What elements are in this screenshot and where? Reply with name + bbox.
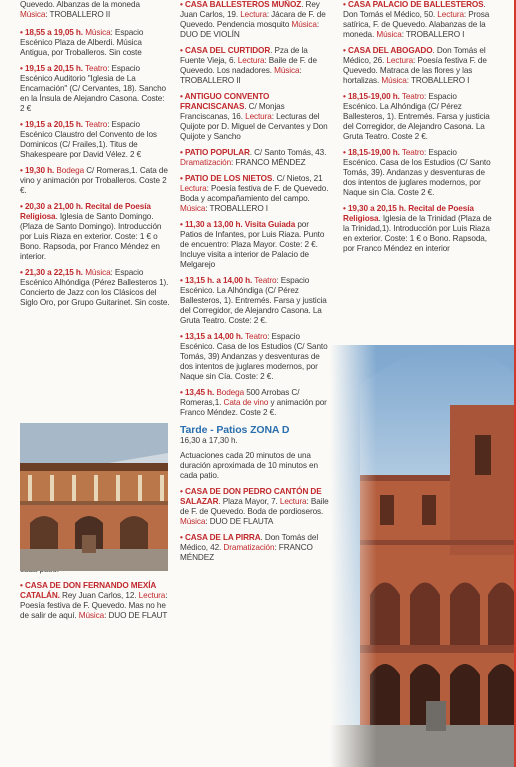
entry-text: : TROBALLERO II: [45, 10, 111, 19]
list-item: [343, 0, 493, 40]
entry-label: Teatro: [401, 148, 424, 157]
entry-text: : Espacio Escénico. Casa de los Estudios (C/ Santo Tomás, 39) Andanzas y desventuras de dos intentos de juglares modernos, por Naque sin Cía. Coste: 2 €.: [180, 332, 328, 381]
entry-text: . Don Tomás el Médico, 26.: [343, 46, 486, 65]
entry-text: : TROBALLERO II: [180, 66, 302, 85]
entry-label: Música: [180, 204, 206, 213]
bullet-icon: •: [180, 220, 185, 229]
bullet-icon: •: [20, 202, 25, 211]
entry-time: 13,15 a 14,00 h.: [184, 332, 243, 341]
entry-label: Música: [85, 28, 111, 37]
bullet-icon: •: [343, 92, 348, 101]
section-heading: Tarde - Patios ZONA D: [180, 424, 290, 436]
bullet-icon: •: [343, 148, 348, 157]
intro-text: Actuaciones cada 20 minutos de una duración aproximada de 10 minutos en cada patio.: [180, 451, 318, 480]
bullet-icon: •: [180, 148, 185, 157]
list-item: [180, 332, 332, 382]
bullet-icon: •: [180, 0, 185, 9]
entry-text: : TROBALLERO I: [401, 30, 465, 39]
entry-text: Rey Juan Carlos, 12.: [59, 591, 137, 600]
list-item: [20, 202, 170, 262]
entry-label: Teatro: [85, 120, 108, 129]
bullet-icon: •: [20, 120, 25, 129]
bullet-icon: •: [343, 204, 348, 213]
entry-text: . Don Tomás el Médico, 50.: [343, 0, 486, 19]
bullet-icon: •: [180, 46, 185, 55]
bullet-icon: •: [20, 28, 25, 37]
entry-text: : DUO DE FLAUT: [104, 611, 168, 620]
entry-title: CASA DEL ABOGADO: [347, 46, 433, 55]
entry-text: C/ Romeras,1. Cata de vino y animación por Troballeros. Coste 2 €.: [20, 166, 168, 195]
list-item: [343, 92, 493, 142]
entry-text: : TROBALLERO I: [205, 204, 268, 213]
bullet-icon: •: [180, 92, 185, 101]
entry-time: 20,30 a 21,00 h.: [24, 202, 83, 211]
entry-text: . Rey Juan Carlos, 19.: [180, 0, 320, 19]
list-item: [180, 487, 332, 527]
entry-time: 19,30 h.: [24, 166, 55, 175]
entry-text: . C/ Monjas Franciscanas, 16.: [180, 102, 285, 121]
entry-label: Teatro: [401, 92, 424, 101]
bullet-icon: •: [180, 487, 185, 496]
entry-text: : Espacio Escénico Auditorio "Iglesia de La Encarnación" (C/ Cervantes, 18). Sancho en la Ínsula de Alejandro Casona. Coste: 2 €: [20, 64, 167, 113]
entry-label: Lectura: [437, 10, 464, 19]
entry-text: : Lecturas del Quijote por D. Miguel de Cervantes y Don Quijote y Sancho: [180, 112, 328, 141]
list-item: [20, 166, 170, 196]
entry-label: Lectura: [386, 56, 414, 65]
entry-title: CASA DEL CURTIDOR: [184, 46, 271, 55]
list-item: [180, 46, 332, 86]
list-item: [180, 148, 332, 168]
entry-label: Música: [78, 611, 105, 620]
entry-time: 19,15 a 20,15 h.: [24, 120, 83, 129]
list-item: [180, 533, 332, 563]
entry-label: Visita Guiada: [244, 220, 296, 229]
entry-label: Música: [274, 66, 300, 75]
entry-label: Dramatización: [180, 158, 232, 167]
list-item: [343, 204, 493, 254]
entry-label: Música: [376, 30, 402, 39]
entry-time: 18,15-19,00 h.: [347, 92, 400, 101]
entry-text: y animación por Franco Méndez. Coste 2 €.: [180, 398, 327, 417]
entry-time: 19,15 a 20,15 h.: [24, 64, 83, 73]
entry-text: : Prosa satírica, F. de Quevedo. Alabanzas de la moneda.: [343, 10, 490, 39]
entry-text: . Iglesia de Santo Domingo. (Plaza de Santo Domingo). Introducción por Luis Riaza en exterior. Coste: 1 € o Bono. Rapsoda, por Franco Méndez en interior.: [20, 212, 162, 261]
courtyard-photo-small: [20, 423, 168, 571]
entry-label: Música: [180, 517, 206, 526]
entry-title: PATIO POPULAR: [184, 148, 250, 157]
column-middle: [180, 0, 332, 569]
entry-text: 500 Arrobas C/ Romeras,1.: [180, 388, 300, 407]
list-item: [180, 388, 332, 418]
entry-title: CASA PALACIO DE BALLESTEROS: [347, 0, 484, 9]
entry-text: : Poesía festiva F. de Quevedo. Matraca de las flores y las hortalizas.: [343, 56, 487, 85]
entry-label: Cata de vino: [223, 398, 269, 407]
entry-title: PATIO DE LOS NIETOS: [184, 174, 273, 183]
entry-label: Lectura: [180, 184, 207, 193]
entry-time: 21,30 a 22,15 h.: [24, 268, 83, 277]
entry-text: : Espacio Escénico. La Alhóndiga (C/ Pérez Ballesteros, 1). Entremés. Farsa y justicia del Corregidor, de Alejandro Casona. La Gruta Teatro. Coste 2 €.: [343, 92, 490, 141]
entry-title: CASA DE DON FERNANDO MEXÍA CATALÁN.: [20, 581, 156, 600]
entry-label: Música: [381, 76, 407, 85]
bullet-icon: •: [20, 581, 25, 590]
bullet-icon: •: [343, 0, 348, 9]
entry-text: por Patios de Infantes, por Luis Riaza. Punto de encuentro: Plaza Mayor. Coste: 2 €. Incluye visita a interior de Palacio de Melgarejo: [180, 220, 325, 269]
entry-text: . C/ Nietos, 21: [272, 174, 323, 183]
list-item: [180, 0, 332, 40]
bullet-icon: •: [180, 332, 185, 341]
entry-label: Dramatización: [223, 543, 275, 552]
entry-text: : FRANCO MÉNDEZ: [231, 158, 306, 167]
list-item: [20, 268, 170, 308]
entry-label: Música: [20, 10, 46, 19]
entry-label: Bodega: [56, 166, 85, 175]
entry-text: . Don Tomás del Médico, 42.: [180, 533, 319, 552]
entry-title: CASA BALLESTEROS MUÑOZ: [184, 0, 302, 9]
list-item: [20, 0, 170, 20]
entry-label: Lectura: [138, 591, 166, 600]
entry-text: : FRANCO MÉNDEZ: [180, 543, 313, 562]
entry-label: Lectura: [237, 56, 265, 65]
entry-time: 18,15-19,00 h.: [347, 148, 400, 157]
entry-text: : DUO DE FLAUTA: [205, 517, 274, 526]
entry-time: 11,30 a 13,00 h.: [184, 220, 243, 229]
list-item: [20, 64, 170, 114]
entry-text: : Espacio Escénico. Casa de los Estudios (C/ Santo Tomás, 39). Andanzas y desventuras de dos intentos de juglares modernos, por Naque sin Cía. Coste 2 €.: [343, 148, 491, 197]
entry-time: 13,15 h. a 14,00 h.: [184, 276, 253, 285]
entry-text: : Espacio Escénico Plaza de Alberdi. Música Antigua, por Troballeros. Sin coste: [20, 28, 144, 57]
bullet-icon: •: [180, 388, 185, 397]
bullet-icon: •: [180, 276, 185, 285]
entry-label: Lectura: [245, 112, 272, 121]
bullet-icon: •: [343, 46, 348, 55]
entry-text: . C/ Santo Tomás, 43.: [249, 148, 327, 157]
entry-label: Lectura: [240, 10, 267, 19]
list-item: [20, 120, 170, 160]
bullet-icon: •: [20, 64, 25, 73]
bullet-icon: •: [180, 174, 185, 183]
entry-title: CASA DE DON PEDRO CANTÓN DE SALAZAR: [180, 487, 322, 506]
entry-text: : Espacio Escénico. La Alhóndiga (C/ Pérez Ballesteros, 1). Entremés. Farsa y justicia del Corregidor, de Alejandro Casona. La Gruta Teatro. Coste: 2 €.: [180, 276, 327, 325]
list-item: [180, 276, 332, 326]
entry-title: ANTIGUO CONVENTO FRANCISCANAS: [180, 92, 270, 111]
entry-text: : Espacio Escénico Claustro del Convento de los Dominicos (C/ Frailes,1). Titus de Shakespeare por David Vélez. 2 €: [20, 120, 157, 159]
entry-label: Música: [291, 20, 317, 29]
entry-label: Bodega: [216, 388, 245, 397]
entry-text: : Poesía festiva de F. Quevedo. Mas no he de salir de aquí.: [20, 591, 168, 620]
entry-text: : Poesía festiva de F. de Quevedo. Boda y acompañamiento del campo.: [180, 184, 329, 203]
entry-text: . Iglesia de la Trinidad (Plaza de la Trinidad,1). Introducción por Luis Riaza en exterior. Coste: 1 € o Bono. Rapsoda, por Franco Méndez en interior: [343, 214, 492, 253]
section-time: 16,30 a 17,30 h.: [180, 436, 238, 445]
list-item: [180, 174, 332, 214]
list-item: [343, 148, 493, 198]
entry-label: Recital de Poesía Religiosa: [343, 204, 474, 223]
entry-label: Teatro: [254, 276, 277, 285]
entry-label: Recital de Poesía Religiosa: [20, 202, 151, 221]
list-item: [180, 220, 332, 270]
entry-title: CASA DE LA PIRRA: [184, 533, 261, 542]
list-item: [180, 92, 332, 142]
courtyard-photo-large: [330, 345, 516, 767]
entry-text: . Pza de la Fuente Vieja, 6.: [180, 46, 308, 65]
bullet-icon: •: [20, 268, 25, 277]
entry-time: 19,30 a 20,15 h.: [347, 204, 406, 213]
list-item: [343, 46, 493, 86]
entry-text: : Baile de F. de Quevedo. Los nadadores.: [180, 56, 317, 75]
entry-text: : Espacio Escénico Alhóndiga (Pérez Ballesteros 1). Concierto de Jazz con los Clásicos del Siglo Oro, por Grupo Guitarinet. Sin coste.: [20, 268, 170, 307]
entry-text: : Jácara de F. de Quevedo. Pendencia mosquito: [180, 10, 326, 29]
column-right: [343, 0, 493, 260]
entry-time: 18,55 a 19,05 h.: [24, 28, 83, 37]
entry-label: Teatro: [245, 332, 268, 341]
entry-text: . Plaza Mayor, 7.: [218, 497, 278, 506]
entry-label: Música: [85, 268, 111, 277]
entry-time: 13,45 h.: [184, 388, 215, 397]
list-item: [20, 581, 170, 621]
entry-text: Quevedo. Albanzas de la moneda: [20, 0, 140, 9]
entry-text: : DUO DE VIOLÍN: [180, 20, 319, 39]
entry-text: : TROBALLERO I: [406, 76, 470, 85]
bullet-icon: •: [180, 533, 185, 542]
bullet-icon: •: [20, 166, 25, 175]
entry-text: : Baile de F. de Quevedo. Boda de pordioseros.: [180, 497, 329, 516]
entry-label: Teatro: [85, 64, 108, 73]
entry-label: Lectura: [279, 497, 307, 506]
list-item: [20, 28, 170, 58]
